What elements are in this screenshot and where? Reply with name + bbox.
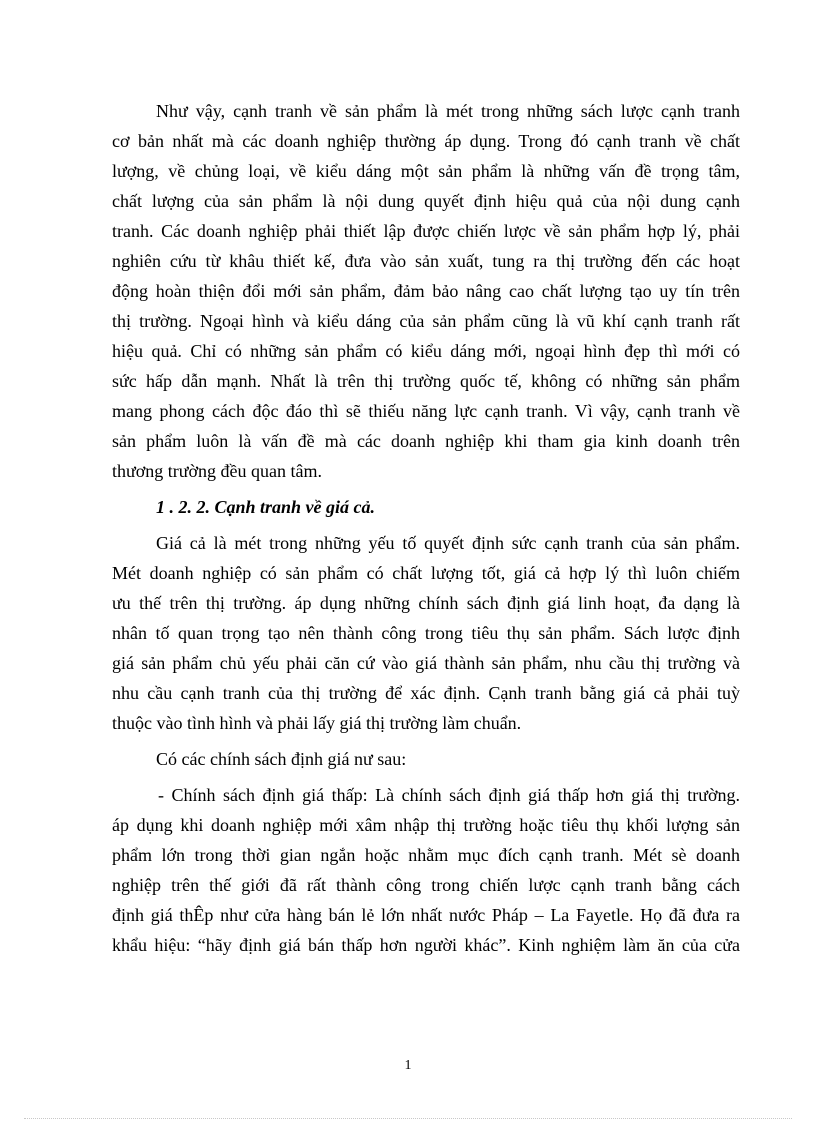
text-line: áp dụng khi doanh nghiệp mới xâm nhập thị trường hoặc tiêu thụ khối lượng sản xyxy=(112,815,740,835)
text-line: phẩm lớn trong thời gian ngắn hoặc nhằm mục đích cạnh tranh. Mét sè doanh xyxy=(112,845,740,865)
text-line: Mét doanh nghiệp có sản phẩm có chất lượng tốt, giá cả hợp lý thì luôn chiếm xyxy=(112,563,740,583)
text-line: cơ bản nhất mà các doanh nghiệp thường áp dụng. Trong đó cạnh tranh về chất xyxy=(112,131,740,151)
text-line: nhân tố quan trọng tạo nên thành công trong tiêu thụ sản phẩm. Sách lược định xyxy=(112,623,740,643)
text-line: động hoàn thiện đổi mới sản phẩm, đảm bảo nâng cao chất lượng tạo uy tín trên xyxy=(112,281,740,301)
text-line: hiệu quả. Chỉ có những sản phẩm có kiểu dáng mới, ngoại hình đẹp thì mới có xyxy=(112,341,740,361)
body-text xyxy=(112,96,740,960)
text-line: chất lượng của sản phẩm là nội dung quyết định hiệu quả của nội dung cạnh xyxy=(112,191,740,211)
text-line: ưu thế trên thị trường. áp dụng những chính sách định giá linh hoạt, đa dạng là xyxy=(112,593,740,613)
text-line: nghiên cứu từ khâu thiết kế, đưa vào sản xuất, tung ra thị trường đến các hoạt xyxy=(112,251,740,271)
paragraph-low-price-policy xyxy=(112,780,740,960)
text-line: nhu cầu cạnh tranh của thị trường để xác định. Cạnh tranh bằng giá cả phải tuỳ xyxy=(112,683,740,703)
paragraph-pricing-policies-intro xyxy=(112,744,740,774)
text-line: Giá cả là mét trong những yếu tố quyết định sức cạnh tranh của sản phẩm. xyxy=(156,533,740,553)
text-line: sản phẩm luôn là vấn đề mà các doanh nghiệp khi tham gia kinh doanh trên xyxy=(112,431,740,451)
text-line: tranh. Các doanh nghiệp phải thiết lập được chiến lược về sản phẩm hợp lý, phải xyxy=(112,221,740,241)
text-line: thuộc vào tình hình và phải lấy giá thị trường làm chuẩn. xyxy=(112,713,522,733)
text-line: lượng, về chủng loại, về kiểu dáng một sản phẩm là những vấn đề trọng tâm, xyxy=(112,161,740,181)
page-bottom-divider xyxy=(24,1118,792,1119)
text-line: nghiệp trên thế giới đã rất thành công trong chiến lược cạnh tranh bằng cách xyxy=(112,875,740,895)
page-number: 1 xyxy=(404,1058,412,1073)
text-line: thị trường. Ngoại hình và kiểu dáng của sản phẩm cũng là vũ khí cạnh tranh rất xyxy=(112,311,740,331)
text-line: giá sản phẩm chủ yếu phải căn cứ vào giá thành sản phẩm, nhu cầu thị trường và xyxy=(112,653,740,673)
text-line: Có các chính sách định giá nư sau: xyxy=(156,749,407,769)
text-line: khẩu hiệu: “hãy định giá bán thấp hơn người khác”. Kinh nghiệm làm ăn của cửa xyxy=(112,935,740,955)
text-line: sức hấp dẫn mạnh. Nhất là trên thị trường quốc tế, không có những sản phẩm xyxy=(112,371,740,391)
text-line: mang phong cách độc đáo thì sẽ thiếu năng lực cạnh tranh. Vì vậy, cạnh tranh về xyxy=(112,401,740,421)
text-line: Như vậy, cạnh tranh về sản phẩm là mét trong những sách lược cạnh tranh xyxy=(156,101,740,121)
section-heading: 1 . 2. 2. Cạnh tranh về giá cả. xyxy=(156,497,376,517)
text-line: định giá thÊp như cửa hàng bán lẻ lớn nhất nước Pháp – La Fayetle. Họ đã đưa ra xyxy=(112,905,740,925)
text-line: - Chính sách định giá thấp: Là chính sách định giá thấp hơn giá thị trường. xyxy=(158,785,740,805)
paragraph-product-competition xyxy=(112,96,740,486)
paragraph-price-competition xyxy=(112,528,740,738)
text-line: thương trường đều quan tâm. xyxy=(112,461,323,481)
